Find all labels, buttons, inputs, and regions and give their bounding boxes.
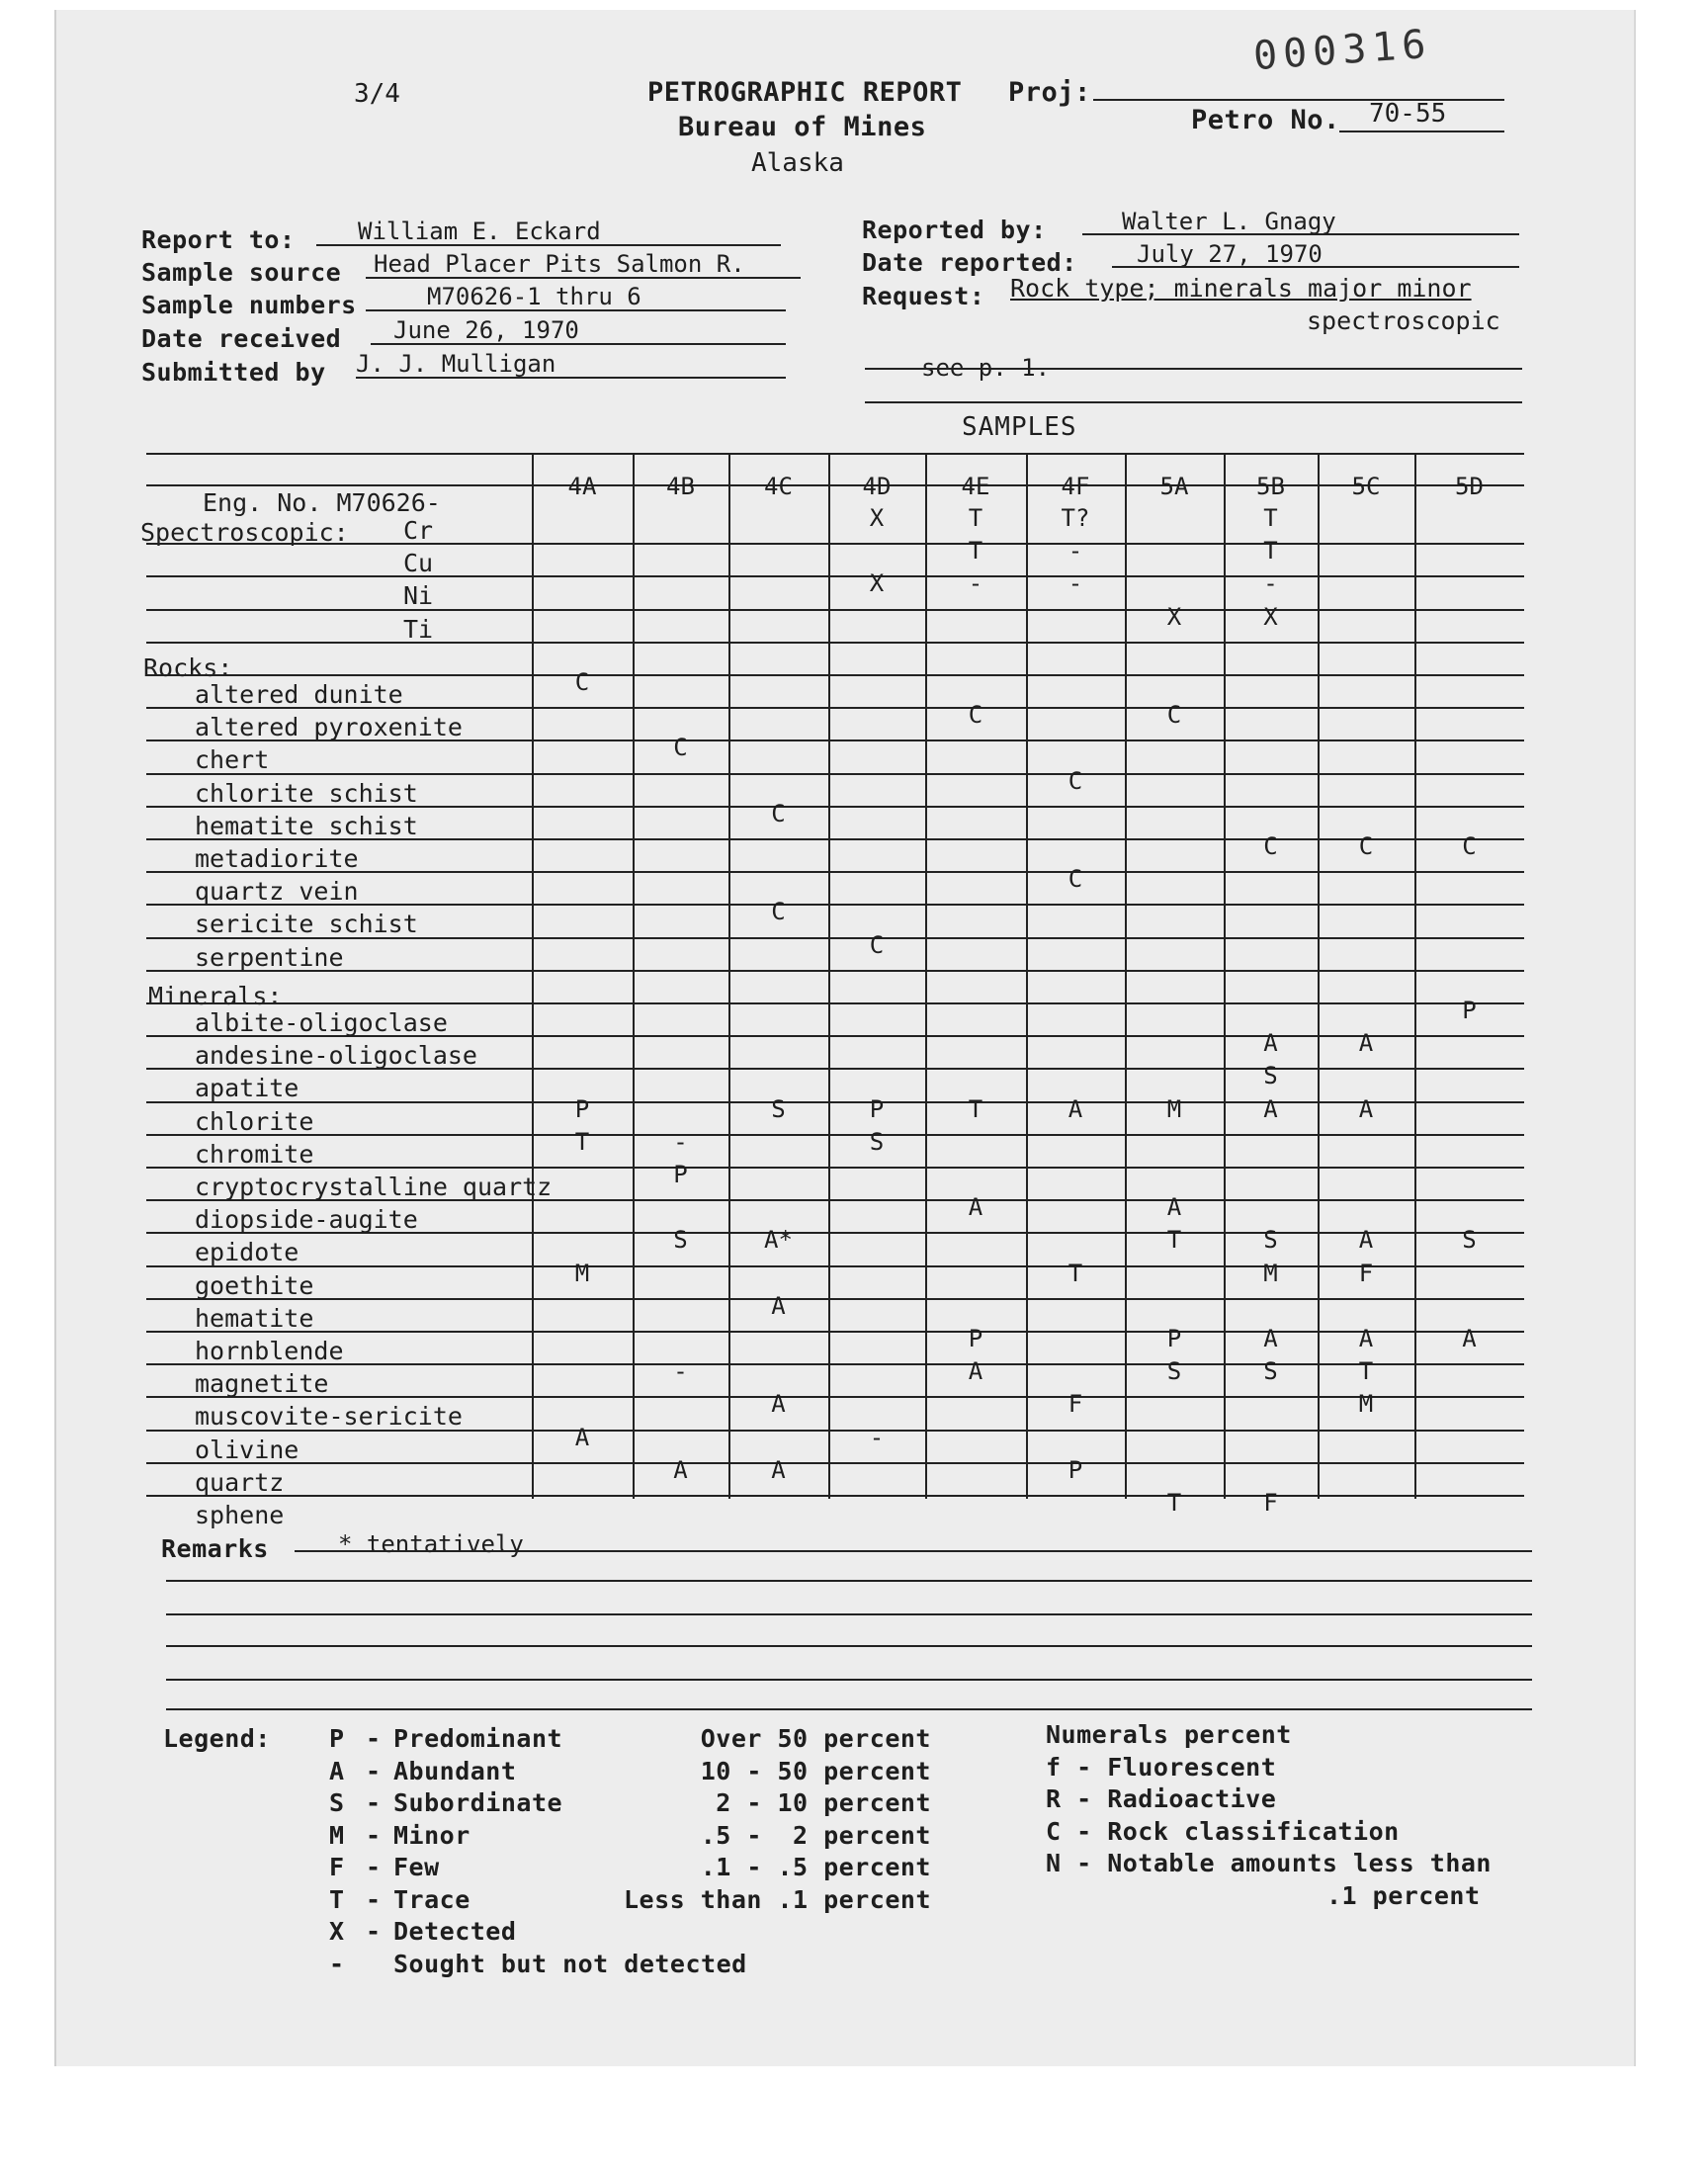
proj-label: Proj: [1008, 77, 1091, 108]
date-reported-underline [1112, 266, 1519, 268]
column-header: 4D [862, 473, 892, 500]
request-line1: Rock type; minerals major minor [1010, 274, 1472, 303]
legend-code: T [329, 1884, 345, 1914]
legend-dash: - [366, 1917, 382, 1946]
table-cell: - [1068, 537, 1083, 566]
table-cell: A [1358, 1226, 1374, 1255]
table-cell: C [673, 734, 688, 762]
table-cell: M [1358, 1390, 1374, 1419]
stamp-number: 000316 [1251, 21, 1433, 80]
table-cell: P [1462, 997, 1477, 1024]
table-cell: P [673, 1161, 688, 1188]
table-cell: T [968, 504, 983, 532]
table-cell: X [1166, 602, 1182, 631]
row-label: chromite [195, 1139, 314, 1169]
column-header: 5C [1351, 473, 1381, 500]
table-cell: A [1263, 1325, 1278, 1352]
field-value: Head Placer Pits Salmon R. [374, 250, 745, 278]
row-label: goethite [195, 1270, 314, 1300]
field-value: William E. Eckard [358, 218, 601, 245]
field-value: J. J. Mulligan [356, 350, 556, 378]
field-underline [316, 244, 781, 246]
row-label: altered dunite [195, 680, 403, 709]
column-header: 4B [666, 473, 695, 500]
page-fraction: 3/4 [354, 79, 400, 109]
table-cell: S [1462, 1226, 1477, 1255]
row-label: sphene [195, 1501, 285, 1529]
remarks-line [166, 1708, 1532, 1710]
legend-right-item: N - Notable amounts less than [1046, 1849, 1492, 1877]
row-label: Ti [403, 614, 434, 644]
legend-dash: - [366, 1853, 382, 1881]
table-cell: - [1263, 569, 1278, 598]
table-cell: T [574, 1127, 590, 1156]
table-cell: P [574, 1094, 590, 1123]
table-cell: T [1263, 504, 1278, 532]
row-label: albite-oligoclase [195, 1008, 448, 1037]
legend-right-item: C - Rock classification [1046, 1816, 1400, 1846]
column-rule [1026, 453, 1028, 1499]
table-cell: X [869, 569, 885, 598]
reported-by-value: Walter L. Gnagy [1122, 208, 1336, 235]
legend-dash: - [366, 1820, 382, 1850]
date-reported-label: Date reported: [862, 248, 1077, 277]
row-label: hematite [195, 1303, 314, 1333]
table-cell: C [771, 799, 786, 827]
row-label: metadiorite [195, 844, 359, 873]
field-label: Submitted by [141, 358, 326, 387]
report-state: Alaska [751, 148, 844, 178]
legend-name: Minor [393, 1820, 470, 1850]
table-cell: S [1263, 1357, 1278, 1386]
legend-right-item: f - Fluorescent [1046, 1752, 1277, 1782]
row-label: altered pyroxenite [195, 713, 463, 742]
table-cell: A [1166, 1193, 1182, 1222]
column-rule [633, 453, 635, 1499]
date-reported-value: July 27, 1970 [1137, 240, 1323, 268]
table-cell: A [1263, 1029, 1278, 1058]
legend-name: Detected [393, 1917, 517, 1946]
row-label: Cr [403, 516, 434, 545]
table-cell: S [1166, 1357, 1182, 1386]
row-label: chlorite [195, 1106, 314, 1136]
table-cell: F [1263, 1489, 1278, 1517]
table-cell: A [1358, 1029, 1374, 1058]
table-cell: A [771, 1291, 786, 1320]
table-cell: C [574, 668, 590, 696]
rocks-label: Rocks: [143, 652, 233, 682]
legend-right-item: .1 percent [1326, 1880, 1481, 1910]
column-header: 5A [1159, 473, 1189, 500]
table-cell: X [1263, 602, 1278, 631]
legend-range: Over 50 percent [700, 1724, 931, 1753]
request-line2: spectroscopic [1307, 306, 1500, 335]
row-label: Ni [403, 581, 434, 611]
legend-name: Trace [393, 1884, 470, 1914]
table-cell: A [1068, 1094, 1083, 1123]
table-cell: A [771, 1390, 786, 1419]
legend-range: Less than .1 percent [623, 1884, 931, 1914]
row-label: quartz [195, 1467, 285, 1497]
table-cell: C [1263, 832, 1278, 860]
table-cell: T [1068, 1259, 1083, 1287]
legend-range: .1 - .5 percent [700, 1853, 931, 1881]
spectroscopic-label: Spectroscopic: [140, 518, 349, 547]
column-header: 5B [1256, 473, 1285, 500]
table-cell: S [1263, 1062, 1278, 1090]
legend-name: Few [393, 1853, 440, 1881]
row-label: chlorite schist [195, 778, 418, 808]
legend-name: Predominant [393, 1724, 563, 1753]
row-label: apatite [195, 1074, 299, 1103]
column-rule [728, 453, 730, 1499]
remarks-line [166, 1580, 1532, 1582]
table-cell: F [1068, 1390, 1083, 1419]
see-note-underline [865, 368, 1522, 370]
table-cell: - [1068, 569, 1083, 598]
legend-code: S [329, 1788, 345, 1817]
field-label: Sample source [141, 258, 342, 287]
field-value: June 26, 1970 [393, 316, 579, 344]
legend-right-item: R - Radioactive [1046, 1784, 1277, 1813]
column-header: 4C [764, 473, 793, 500]
eng-number-label: Eng. No. M70626- [203, 488, 441, 517]
remarks-line [166, 1645, 1532, 1647]
table-cell: A [1263, 1094, 1278, 1123]
table-cell: A [771, 1455, 786, 1484]
column-header: 4E [961, 473, 990, 500]
field-underline [366, 309, 786, 311]
table-cell: C [1068, 865, 1083, 894]
table-cell: A [1358, 1094, 1374, 1123]
field-value: M70626-1 thru 6 [427, 283, 641, 310]
table-cell: - [869, 1423, 885, 1451]
legend-dash: - [366, 1756, 382, 1785]
table-cell: P [968, 1325, 983, 1352]
legend-dash: - [366, 1724, 382, 1753]
column-header: 4F [1061, 473, 1090, 500]
table-cell: M [1263, 1259, 1278, 1287]
legend-code: F [329, 1853, 345, 1881]
request-label: Request: [862, 282, 985, 310]
table-cell: X [869, 504, 885, 532]
table-cell: A [673, 1455, 688, 1484]
petro-value: 70-55 [1369, 99, 1447, 129]
reported-by-underline [1082, 233, 1519, 235]
table-cell: M [574, 1259, 590, 1287]
table-cell: P [1166, 1325, 1182, 1352]
row-label: serpentine [195, 942, 344, 972]
table-cell: A [1462, 1325, 1477, 1352]
report-title: PETROGRAPHIC REPORT [647, 77, 963, 108]
table-cell: C [1462, 832, 1477, 860]
row-label: olivine [195, 1435, 299, 1464]
remarks-line [166, 1613, 1532, 1615]
table-cell: - [673, 1127, 688, 1156]
row-label: muscovite-sericite [195, 1402, 463, 1432]
table-cell: A [968, 1193, 983, 1222]
remarks-text: * tentatively [338, 1530, 524, 1558]
field-label: Date received [141, 324, 342, 353]
remarks-underline [295, 1550, 1532, 1552]
field-underline [371, 343, 786, 345]
table-cell: P [1068, 1455, 1083, 1484]
row-label: andesine-oligoclase [195, 1041, 477, 1071]
table-cell: T? [1061, 504, 1090, 532]
table-cell: T [1166, 1489, 1182, 1517]
see-note-underline-2 [865, 401, 1522, 403]
petro-label: Petro No. [1191, 105, 1340, 135]
column-header: 4A [567, 473, 597, 500]
table-cell: C [869, 930, 885, 959]
row-label: Cu [403, 549, 434, 578]
row-label: cryptocrystalline quartz [195, 1173, 553, 1201]
table-cell: A [968, 1357, 983, 1386]
column-rule [532, 453, 534, 1499]
table-cell: - [673, 1357, 688, 1386]
see-note: see p. 1. [921, 354, 1051, 382]
table-cell: C [1358, 832, 1374, 860]
legend-dash: - [366, 1788, 382, 1817]
table-cell: C [1166, 701, 1182, 730]
remarks-label: Remarks [161, 1534, 269, 1563]
table-cell: A [574, 1423, 590, 1451]
row-label: diopside-augite [195, 1205, 418, 1235]
table-cell: A* [764, 1226, 793, 1255]
legend-dash: - [366, 1884, 382, 1914]
table-cell: T [1358, 1357, 1374, 1386]
table-cell: F [1358, 1259, 1374, 1287]
remarks-line [166, 1679, 1532, 1681]
report-org: Bureau of Mines [678, 112, 927, 142]
table-cell: S [771, 1094, 786, 1123]
field-label: Sample numbers [141, 291, 357, 319]
legend-code: P [329, 1724, 345, 1753]
table-cell: C [771, 898, 786, 926]
table-cell: S [869, 1127, 885, 1156]
column-header: 5D [1455, 473, 1484, 500]
legend-code: - [329, 1949, 345, 1978]
legend-range: 10 - 50 percent [700, 1756, 931, 1785]
table-cell: T [1166, 1226, 1182, 1255]
legend-name: Abundant [393, 1756, 517, 1785]
table-cell: - [968, 569, 983, 598]
table-cell: S [1263, 1226, 1278, 1255]
table-cell: T [968, 1094, 983, 1123]
row-label: sericite schist [195, 910, 418, 939]
column-rule [828, 453, 830, 1499]
legend-range: .5 - 2 percent [700, 1820, 931, 1850]
legend-code: M [329, 1820, 345, 1850]
row-label: chert [195, 745, 270, 775]
legend-range: 2 - 10 percent [716, 1788, 931, 1817]
field-underline [356, 377, 786, 379]
row-label: epidote [195, 1238, 299, 1267]
legend-name: Subordinate [393, 1788, 563, 1817]
table-cell: P [869, 1094, 885, 1123]
reported-by-label: Reported by: [862, 216, 1047, 244]
legend-label: Legend: [163, 1724, 271, 1753]
table-cell: A [1358, 1325, 1374, 1352]
samples-title: SAMPLES [962, 412, 1077, 442]
row-label: magnetite [195, 1369, 329, 1399]
table-cell: C [968, 701, 983, 730]
row-label: hematite schist [195, 811, 418, 840]
field-label: Report to: [141, 225, 296, 254]
table-cell: T [1263, 537, 1278, 566]
minerals-label: Minerals: [148, 981, 283, 1010]
row-label: hornblende [195, 1337, 344, 1365]
legend-right-item: Numerals percent [1046, 1720, 1292, 1749]
legend-name: Sought but not detected [393, 1949, 747, 1978]
table-cell: T [968, 537, 983, 566]
legend-code: A [329, 1756, 345, 1785]
table-cell: S [673, 1226, 688, 1255]
petro-underline [1339, 130, 1504, 132]
row-label: quartz vein [195, 877, 359, 907]
legend-code: X [329, 1917, 345, 1946]
table-cell: C [1068, 766, 1083, 795]
table-cell: M [1166, 1094, 1182, 1123]
field-underline [366, 277, 801, 279]
